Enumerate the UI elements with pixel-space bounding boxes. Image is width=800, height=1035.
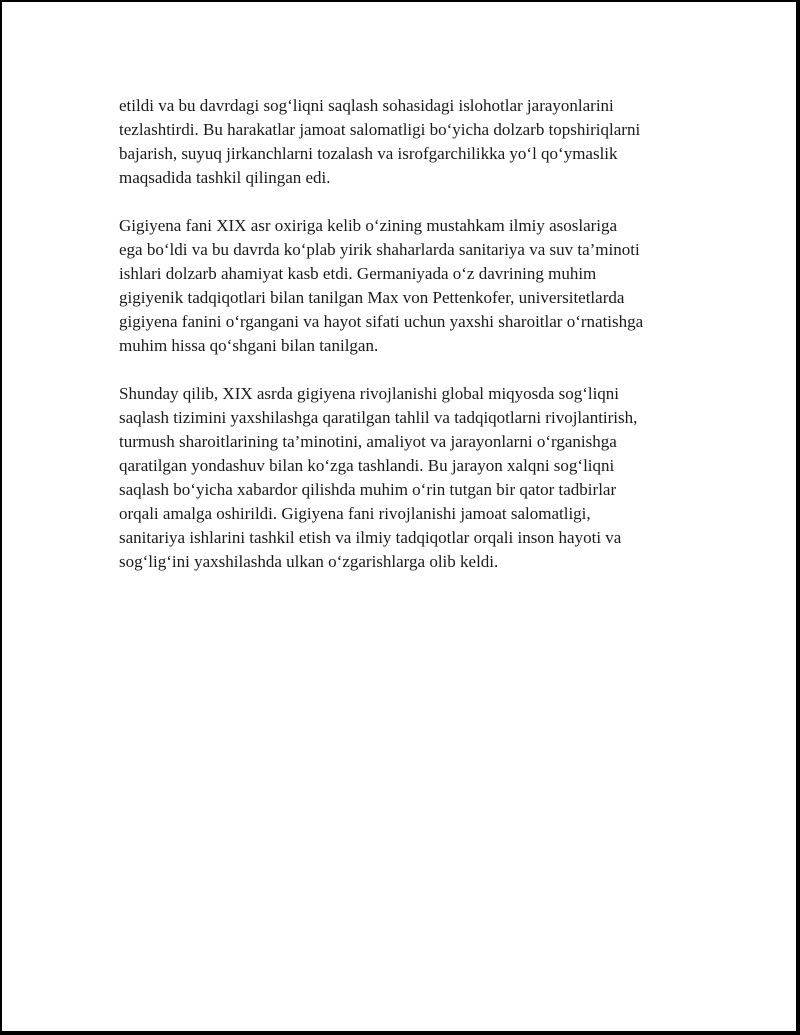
text-line: gigiyena fanini o‘rgangani va hayot sifati uchun yaxshi sharoitlar o‘rnatishga — [119, 312, 644, 331]
text-line: orqali amalga oshirildi. Gigiyena fani rivojlanishi jamoat salomatligi, — [119, 504, 591, 523]
text-line: etildi va bu davrdagi sog‘liqni saqlash sohasidagi islohotlar jarayonlarini — [119, 96, 614, 115]
paragraph-1 — [119, 94, 719, 190]
text-line: gigiyenik tadqiqotlari bilan tanilgan Max von Pettenkofer, universitetlarda — [119, 288, 625, 307]
paragraph-2 — [119, 214, 719, 358]
text-line: sanitariya ishlarini tashkil etish va ilmiy tadqiqotlar orqali inson hayoti va — [119, 528, 622, 547]
text-line: qaratilgan yondashuv bilan ko‘zga tashlandi. Bu jarayon xalqni sog‘liqni — [119, 456, 615, 475]
paragraph-3 — [119, 382, 719, 574]
text-line: sog‘lig‘ini yaxshilashda ulkan o‘zgarishlarga olib keldi. — [119, 552, 499, 571]
text-line: bajarish, suyuq jirkanchlarni tozalash va isrofgarchilikka yo‘l qo‘ymaslik — [119, 144, 618, 163]
text-line: muhim hissa qo‘shgani bilan tanilgan. — [119, 336, 379, 355]
text-line: Gigiyena fani XIX asr oxiriga kelib o‘zining mustahkam ilmiy asoslariga — [119, 216, 618, 235]
text-line: saqlash tizimini yaxshilashga qaratilgan tahlil va tadqiqotlarni rivojlantirish, — [119, 408, 638, 427]
text-line: maqsadida tashkil qilingan edi. — [119, 168, 331, 187]
text-line: ega bo‘ldi va bu davrda ko‘plab yirik shaharlarda sanitariya va suv ta’minoti — [119, 240, 640, 259]
text-line: ishlari dolzarb ahamiyat kasb etdi. Germaniyada o‘z davrining muhim — [119, 264, 597, 283]
text-line: turmush sharoitlarining ta’minotini, amaliyot va jarayonlarni o‘rganishga — [119, 432, 617, 451]
text-line: Shunday qilib, XIX asrda gigiyena rivojlanishi global miqyosda sog‘liqni — [119, 384, 620, 403]
document-body — [119, 94, 719, 598]
text-line: saqlash bo‘yicha xabardor qilishda muhim o‘rin tutgan bir qator tadbirlar — [119, 480, 617, 499]
text-line: tezlashtirdi. Bu harakatlar jamoat salomatligi bo‘yicha dolzarb topshiriqlarni — [119, 120, 641, 139]
